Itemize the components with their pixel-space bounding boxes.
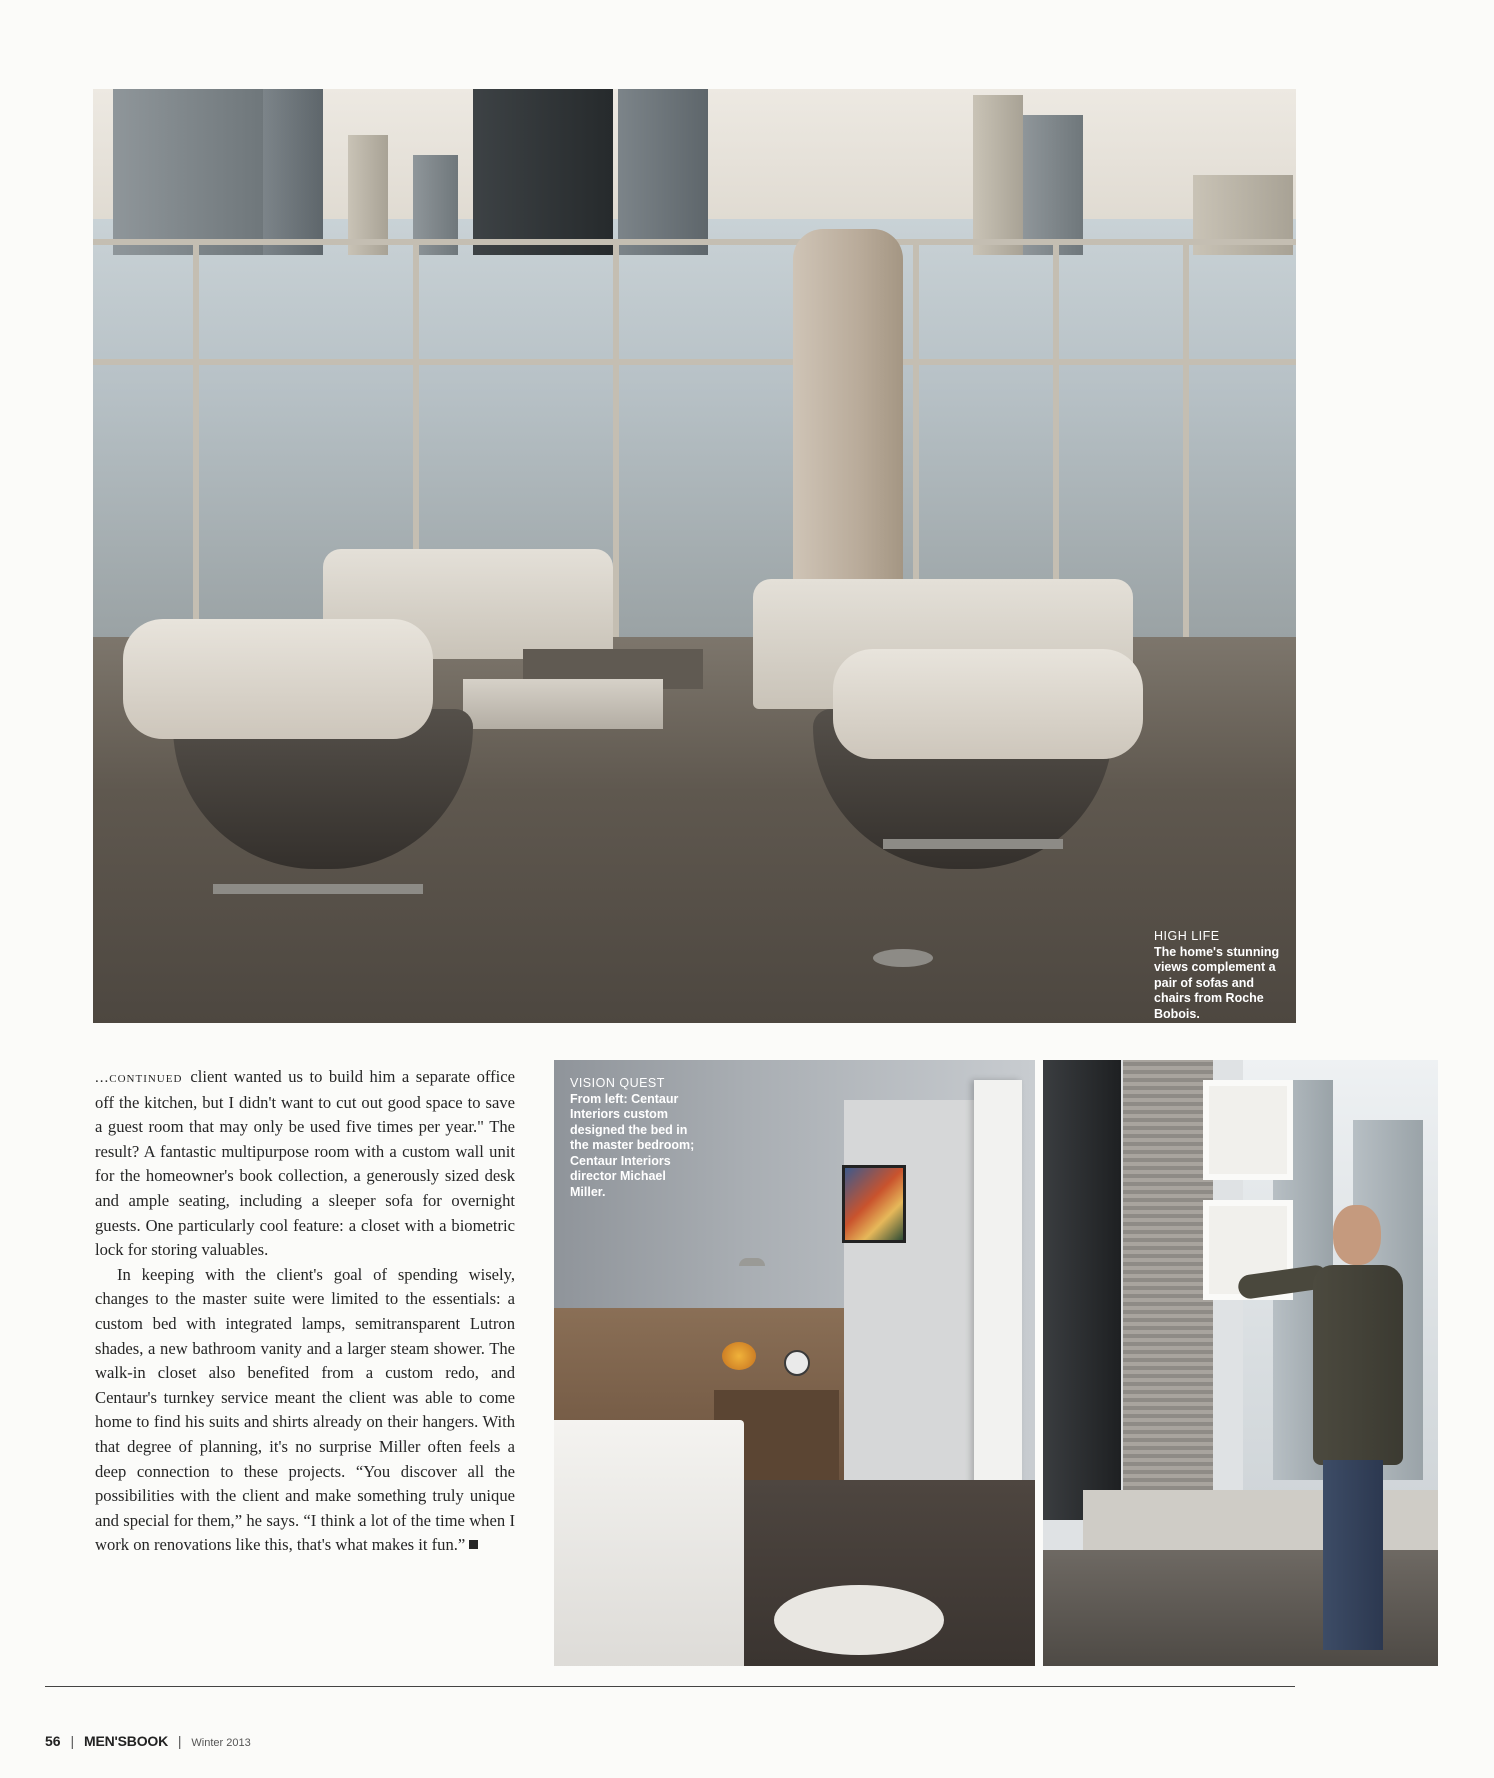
page-number: 56: [45, 1733, 61, 1749]
paragraph-text: In keeping with the client's goal of spending wisely, changes to the master suite were limited to the essentials: a custom bed with integrated lamps, semitransparent Lutron shades, a new bathroom vanity and a larger steam shower. The walk-in closet also benefited from a custom redo, and Centaur's turnkey service meant the client was able to come home to find his suits and shirts already on their hangers. With that degree of planning, it's no surprise Miller often feels a deep connection to these projects. “You discover all the possibilities with the client and make something truly unique and special for them,” he says. “I think a lot of the time when I work on renovations like this, that's what makes it fun.”: [95, 1264, 515, 1555]
window-frame: [193, 239, 199, 639]
sheepskin-rug: [774, 1585, 944, 1655]
alarm-clock: [784, 1350, 810, 1376]
skyscraper: [1023, 115, 1083, 255]
caption-text: From left: Centaur Interiors custom designed the bed in the master bedroom; Centaur Interiors director Michael Miller.: [570, 1091, 695, 1199]
chair-base: [883, 839, 1063, 849]
paragraph-text: client wanted us to build him a separate office off the kitchen, but I didn't want to cut out good space to save a guest room that may only be used five times per year." The result? A fantastic multipurpose room with a custom wall unit for the homeowner's book collection, a generously sized desk and ample seating, including a sleeper sofa for overnight guests. One particularly cool feature: a closet with a biometric lock for storing valuables.: [95, 1067, 515, 1260]
window-frame: [1183, 239, 1189, 639]
skyscraper: [973, 95, 1023, 255]
article-body: [95, 1065, 515, 1558]
caption-heading: VISION QUEST: [570, 1076, 665, 1090]
page-footer: [45, 1733, 251, 1749]
window-frame: [613, 239, 619, 639]
footer-separator: |: [177, 1733, 182, 1749]
portrait-photo: [1043, 1060, 1438, 1666]
man-jacket: [1313, 1265, 1403, 1465]
window-ledge: [1083, 1490, 1438, 1550]
lamp: [739, 1258, 765, 1266]
issue-date: Winter 2013: [191, 1737, 251, 1749]
wall-niche: [1203, 1080, 1293, 1180]
footer-rule: [45, 1686, 1295, 1687]
man-jeans: [1323, 1460, 1383, 1650]
article-paragraph: [95, 1263, 515, 1558]
dark-window: [1043, 1060, 1121, 1520]
skyscraper: [113, 89, 263, 255]
continued-runin: ...continued: [95, 1070, 183, 1086]
end-mark-icon: [469, 1540, 478, 1549]
window-frame: [93, 239, 1296, 245]
photo-gutter: [1036, 1060, 1043, 1666]
skyscraper: [263, 89, 323, 255]
living-room-photo: [93, 89, 1296, 1023]
hero-caption: [1154, 929, 1284, 1022]
skyscraper: [348, 135, 388, 255]
article-paragraph: [95, 1065, 515, 1263]
chair-base: [213, 884, 423, 894]
lounge-chair-cushion: [833, 649, 1143, 759]
skyscraper: [618, 89, 708, 255]
artwork: [842, 1165, 906, 1243]
skyscraper: [473, 89, 613, 255]
flowers: [722, 1342, 756, 1370]
caption-text: The home's stunning views complement a pair of sofas and chairs from Roche Bobois.: [1154, 944, 1280, 1021]
magazine-name: MEN'SBOOK: [84, 1733, 168, 1749]
bedroom-caption: [570, 1076, 700, 1200]
caption-heading: HIGH LIFE: [1154, 929, 1220, 943]
city-skyline-view: [93, 219, 1296, 639]
footer-separator: |: [70, 1733, 75, 1749]
doorway: [844, 1100, 984, 1480]
side-table-base: [873, 949, 933, 967]
man-head: [1333, 1205, 1381, 1265]
coffee-table: [463, 679, 663, 729]
window-frame: [93, 359, 1296, 365]
bedroom-photo: [554, 1060, 1035, 1666]
lounge-chair-cushion: [123, 619, 433, 739]
bed: [554, 1420, 744, 1666]
door: [974, 1080, 1022, 1500]
